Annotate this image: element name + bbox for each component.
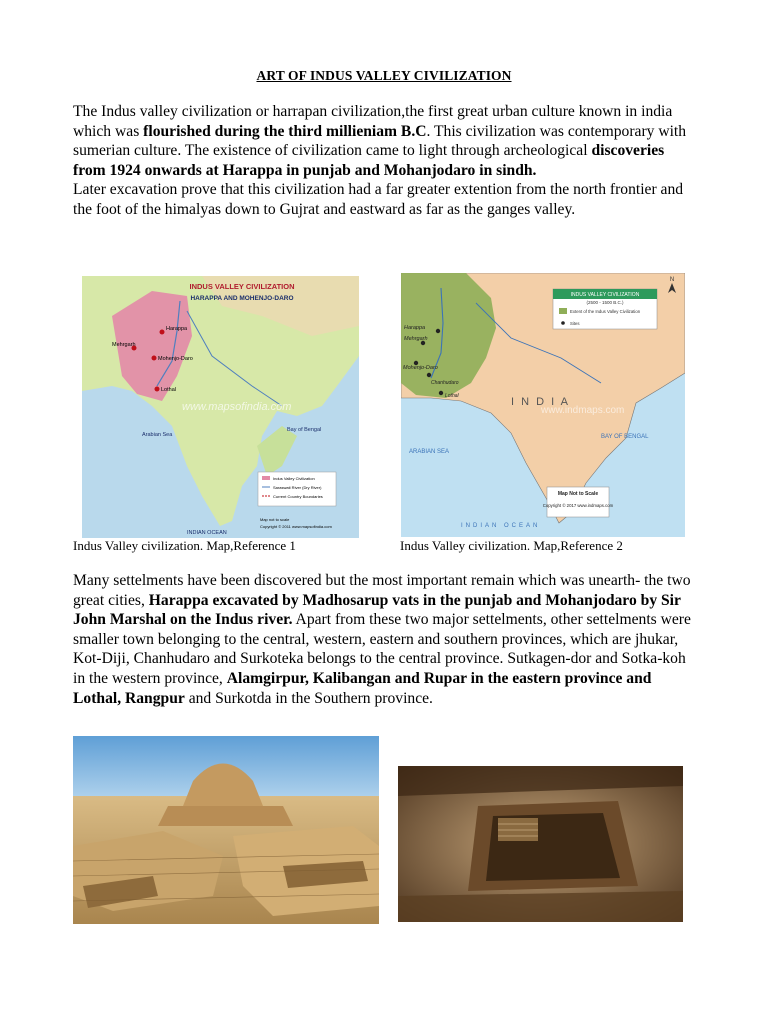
extent-paragraph: Later excavation prove that this civilization had a far greater extention from the north frontier and the foot of the himalyas down to Gujrat and eastward as far as the ganges valley.	[73, 181, 684, 218]
map1-heading: INDUS VALLEY CIVILIZATION	[189, 282, 295, 291]
map2-legend-years: (2500 - 1500 B.C.)	[586, 300, 624, 305]
photo-great-bath-sepia	[398, 766, 683, 922]
map2-place-mehrgarh: Mehrgarh	[404, 336, 428, 342]
map1-place-harappa: Harappa	[166, 326, 188, 332]
map2-legend-extent: Extent of the Indus Valley Civilization	[570, 309, 641, 314]
map2-country: I N D I A	[511, 396, 570, 408]
photo-mohenjodaro-ruins	[73, 736, 379, 924]
map1-copyright: Copyright © 2011 www.mapsofindia.com	[260, 524, 332, 529]
map2-bay-of-bengal: BAY OF BENGAL	[601, 434, 649, 440]
map2-legend-title: INDUS VALLEY CIVILIZATION	[570, 292, 640, 298]
map1-note: Map not to scale	[260, 517, 290, 522]
map1-bay-of-bengal: Bay of Bengal	[287, 427, 322, 433]
map2-place-chanhudaro: Chanhudaro	[431, 380, 459, 386]
map2-indian-ocean: INDIAN OCEAN	[461, 523, 541, 529]
map2-copyright: Copyright © 2017 www.indmaps.com	[542, 503, 614, 508]
map2-note: Map Not to Scale	[557, 491, 599, 497]
map1-place-mehrgarh: Mehrgarh	[112, 342, 136, 348]
map1-subheading: HARAPPA AND MOHENJO-DARO	[190, 295, 294, 302]
map-reference-2	[401, 273, 685, 537]
map1-legend-ivc: Indus Valley Civilization	[273, 476, 315, 481]
map1-watermark: www.mapsofindia.com	[182, 401, 292, 413]
map2-watermark: www.indmaps.com	[541, 405, 625, 416]
map2-place-mohenjo: Mohenjo-Daro	[403, 365, 438, 371]
page-title: ART OF INDUS VALLEY CIVILIZATION	[256, 68, 512, 83]
map2-north-label: N	[669, 277, 675, 283]
caption-map-1: Indus Valley civilization. Map,Reference 1	[73, 538, 296, 553]
map1-place-lothal: Lothal	[161, 387, 176, 393]
map2-place-harappa: Harappa	[404, 325, 426, 331]
caption-map-2: Indus Valley civilization. Map,Reference 2	[400, 538, 623, 553]
map1-arabian-sea: Arabian Sea	[142, 432, 173, 438]
map2-arabian-sea: ARABIAN SEA	[409, 449, 450, 455]
map2-place-lothal: Lothal	[445, 393, 459, 399]
map1-legend-boundary: Current Country Boundaries	[273, 494, 323, 499]
map1-legend-river: Saraswati River (Dry River)	[273, 485, 322, 490]
map1-place-mohenjo: Mohenjo-Daro	[158, 356, 193, 362]
map-reference-1	[82, 276, 359, 538]
map2-legend-sites: Sites	[570, 321, 580, 326]
map1-indian-ocean: INDIAN OCEAN	[187, 530, 227, 536]
intro-paragraph: The Indus valley civilization or harrapan civilization,the first great urban culture known in india which was flourished during the third millieniam B.C. This civilization was contemporary with sumerian culture. The existence of civilization came to light through archeological discoveries from 1924 onwards at Harappa in punjab and Mohanjodaro in sindh. Later excavation prove that this civilization had a far greater extention from the north frontier and the foot of the himalyas down to Gujrat and eastward as far as the ganges valley.	[73, 103, 687, 218]
settlements-paragraph: Many settelments have been discovered but the most important remain which was unearth- the two great cities, Harappa excavated by Madhosarup vats in the punjab and Mohanjodaro by Sir John Marshal on the Indus river. Apart from these two major settelments, other settelments were smaller town belonging to the central, western, eastern and southern provinces, which are jhukar, Kot-Diji, Chanhudaro and Surkoteka belongs to the central province. Sutkagen-dor and Sotka-koh in the western province, Alamgirpur, Kalibangan and Rupar in the eastern province and Lothal, Rangpur and Surkotda in the Southern province.	[73, 572, 691, 707]
